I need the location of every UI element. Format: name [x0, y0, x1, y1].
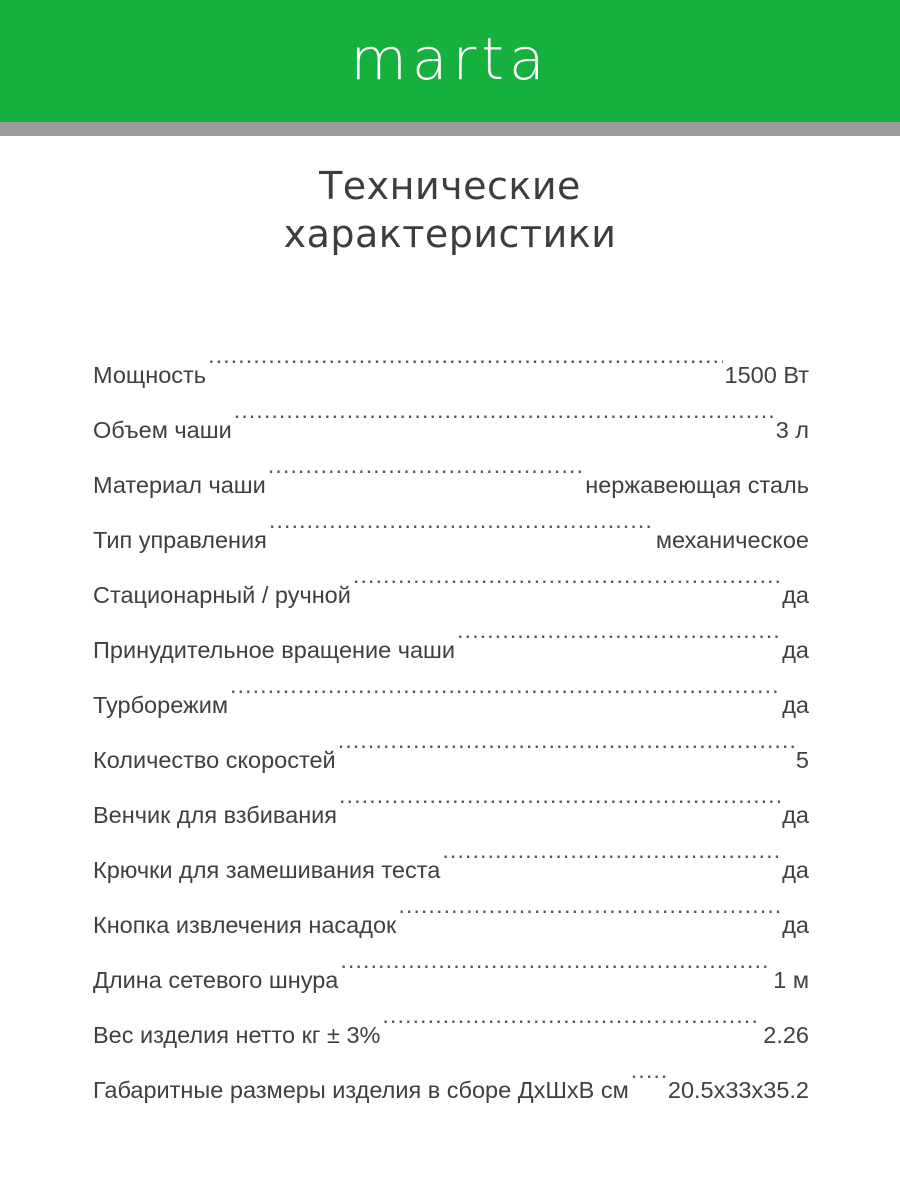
spec-value: нержавеющая сталь	[585, 472, 809, 498]
spec-label: Кнопка извлечения насадок	[93, 912, 397, 938]
spec-value: да	[782, 692, 809, 718]
spec-label: Объем чаши	[93, 417, 232, 443]
brand-logo: marta	[350, 25, 550, 93]
dot-leader	[353, 548, 780, 603]
spec-label: Количество скоростей	[93, 747, 336, 773]
spec-value: да	[782, 857, 809, 883]
spec-value: да	[782, 802, 809, 828]
dot-leader	[382, 988, 761, 1043]
spec-value: да	[782, 912, 809, 938]
page-title	[0, 162, 900, 258]
spec-row-power	[93, 328, 809, 388]
dot-leader	[442, 823, 780, 878]
spec-value: 20.5x33x35.2	[667, 1077, 809, 1103]
spec-value: 1500 Вт	[724, 362, 809, 388]
spec-label: Габаритные размеры изделия в сборе ДхШхВ см	[93, 1077, 629, 1103]
page-title-line1: Технические	[319, 164, 581, 208]
dot-leader	[234, 383, 774, 438]
spec-value: да	[782, 582, 809, 608]
page-title-line2: характеристики	[283, 212, 617, 256]
dot-leader	[340, 933, 771, 988]
spec-label: Мощность	[93, 362, 207, 388]
spec-value: 3 л	[775, 417, 809, 443]
spec-label: Длина сетевого шнура	[93, 967, 339, 993]
spec-label: Крючки для замешивания теста	[93, 857, 441, 883]
spec-list	[93, 328, 809, 1103]
dot-leader	[631, 1043, 666, 1098]
spec-value: 5	[795, 747, 809, 773]
spec-value: да	[782, 637, 809, 663]
header-stripe	[0, 122, 900, 136]
spec-label: Вес изделия нетто кг ± 3%	[93, 1022, 381, 1048]
dot-leader	[268, 438, 583, 493]
dot-leader	[230, 658, 780, 713]
dot-leader	[269, 493, 654, 548]
spec-value: 1 м	[773, 967, 809, 993]
spec-label: Венчик для взбивания	[93, 802, 338, 828]
dot-leader	[338, 713, 794, 768]
dot-leader	[208, 328, 722, 383]
spec-value: механическое	[655, 527, 809, 553]
spec-label: Турборежим	[93, 692, 228, 718]
spec-label: Материал чаши	[93, 472, 266, 498]
dot-leader	[398, 878, 780, 933]
spec-label: Принудительное вращение чаши	[93, 637, 456, 663]
spec-label: Стационарный / ручной	[93, 582, 351, 608]
spec-label: Тип управления	[93, 527, 267, 553]
spec-value: 2.26	[763, 1022, 809, 1048]
dot-leader	[339, 768, 780, 823]
dot-leader	[457, 603, 780, 658]
